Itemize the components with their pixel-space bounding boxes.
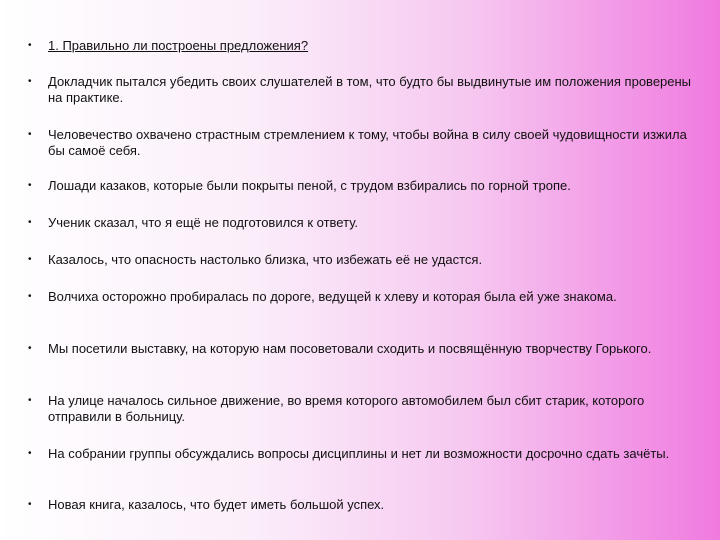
bullet: • (28, 40, 32, 51)
list-item-text: Казалось, что опасность настолько близка, что избежать её не удастся. (48, 252, 483, 267)
bullet: • (28, 395, 32, 406)
list-item-text: На улице началось сильное движение, во время которого автомобилем был сбит старик, которого отправили в больницу. (48, 393, 645, 424)
bullet: • (28, 254, 32, 265)
list-item-text: Человечество охвачено страстным стремлением к тому, чтобы война в силу своей чудовищности изжила бы самоё себя. (48, 127, 687, 158)
bullet: • (28, 76, 32, 87)
list-item-text: Волчиха осторожно пробиралась по дороге, ведущей к хлеву и которая была ей уже знакома. (48, 289, 617, 304)
bullet: • (28, 217, 32, 228)
list-item-text: Лошади казаков, которые были покрыты пеной, с трудом взбирались по горной тропе. (48, 178, 571, 193)
list-item-text: Докладчик пытался убедить своих слушателей в том, что будто бы выдвинутые им положения проверены на практике. (48, 74, 692, 105)
list-item-text: Ученик сказал, что я ещё не подготовился к ответу. (48, 215, 359, 230)
slide-title: 1. Правильно ли построены предложения? (48, 38, 309, 53)
bullet: • (28, 291, 32, 302)
list-item-text: Мы посетили выставку, на которую нам посоветовали сходить и посвящённую творчеству Горького. (48, 341, 652, 356)
bullet: • (28, 343, 32, 354)
list-item-text: Новая книга, казалось, что будет иметь большой успех. (48, 497, 385, 512)
bullet: • (28, 180, 32, 191)
list-item-text: На собрании группы обсуждались вопросы дисциплины и нет ли возможности досрочно сдать зачёты. (48, 446, 670, 461)
bullet: • (28, 129, 32, 140)
bullet: • (28, 448, 32, 459)
bullet: • (28, 499, 32, 510)
